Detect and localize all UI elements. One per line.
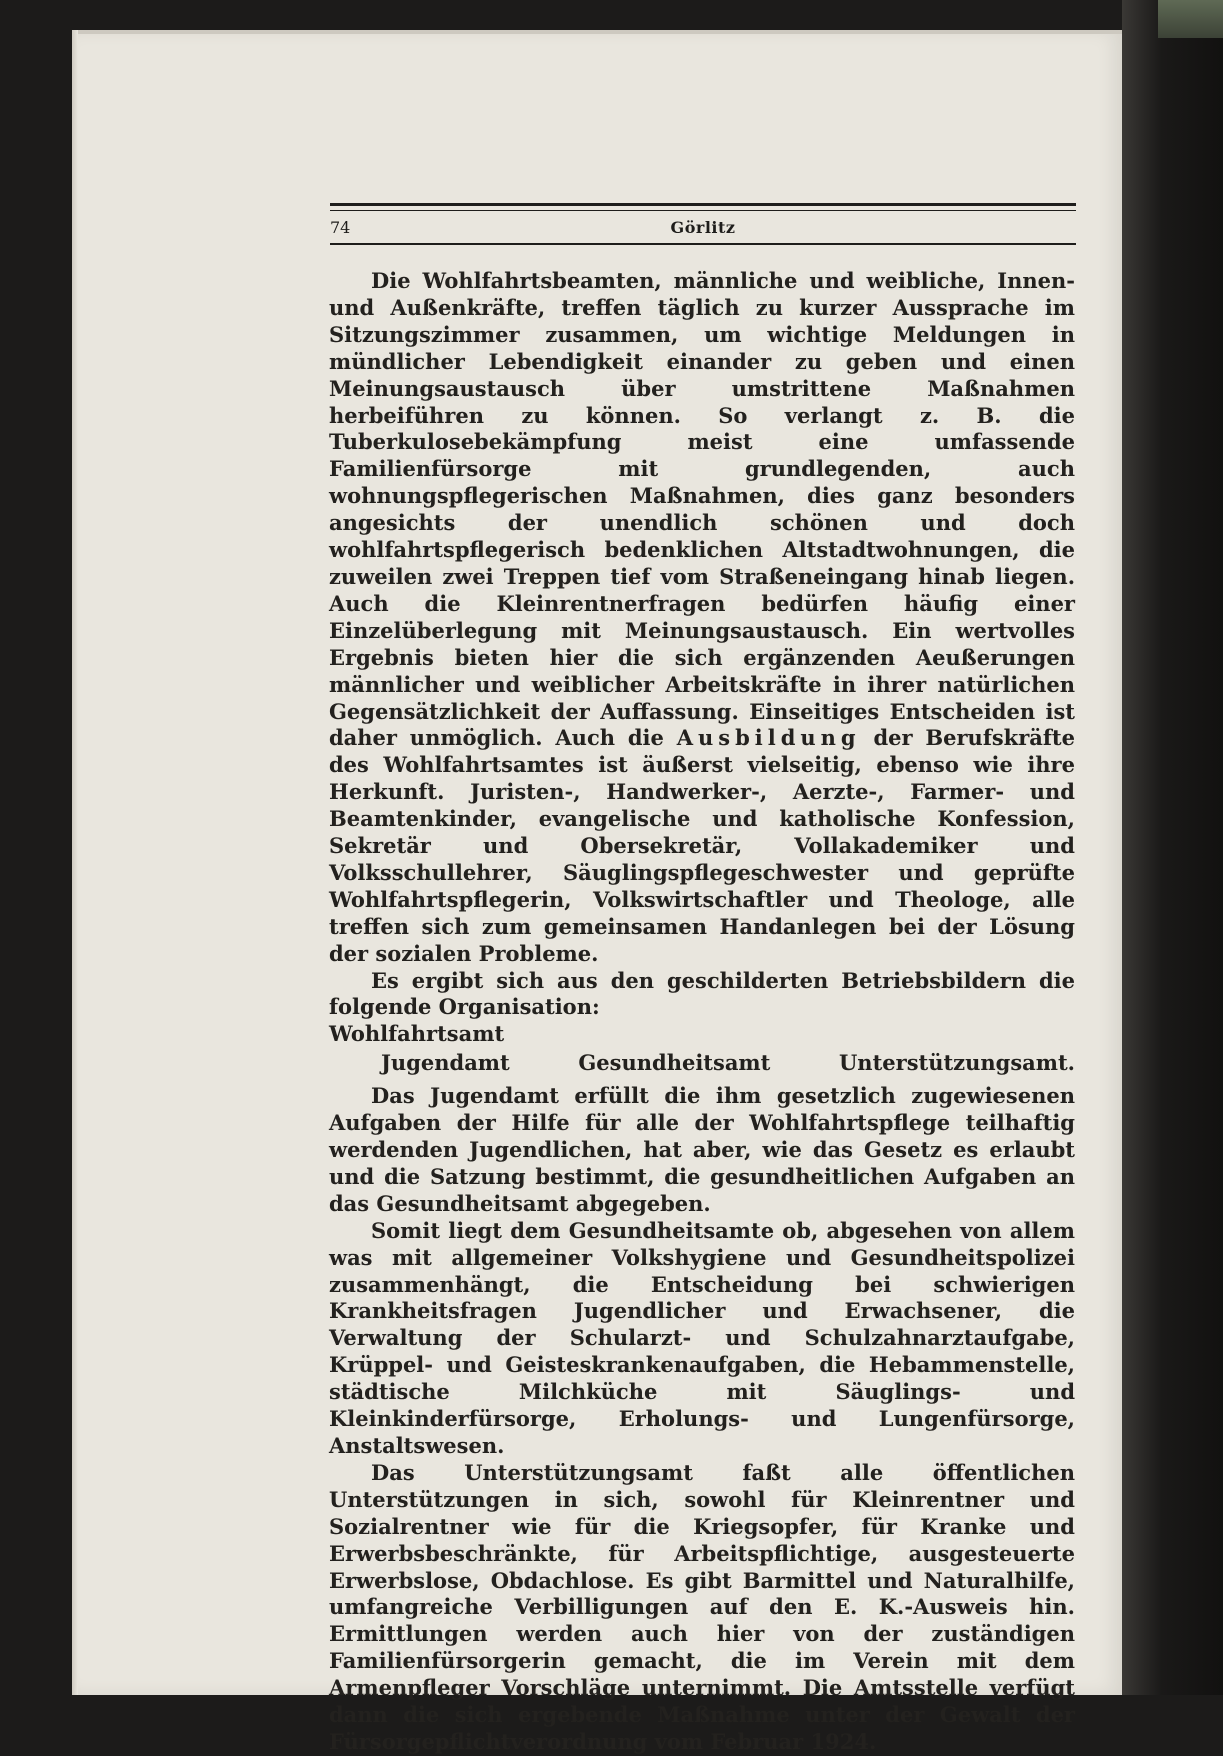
org-chart-middle: Gesundheitsamt <box>578 1050 771 1076</box>
page-left-edge <box>72 30 78 1695</box>
paragraph-3: Das Jugendamt erfüllt die ihm gesetzlich zugewiesenen Aufgaben der Hilfe für alle der Wohlfahrtspflege teilhaftig werdenden Jugendlichen, hat aber, wie das Gesetz es erlaubt und die Satzung bestimmt, die gesundheitlichen Aufgaben an das Gesundheitsamt abgegeben. <box>329 1083 1075 1216</box>
paragraph-1 <box>329 268 1075 968</box>
paragraph-1-spaced-word: Ausbildung <box>676 725 861 751</box>
header-rule-bottom <box>330 243 1076 245</box>
page-number: 74 <box>330 218 351 237</box>
org-chart-row <box>329 1050 1075 1077</box>
org-chart-top: Wohlfahrtsamt <box>329 1021 505 1047</box>
paragraph-1-continuation: der Berufskräfte des Wohlfahrtsamtes ist äußerst vielseitig, ebenso wie ihre Herkunft. Juristen-, Handwerker-, Aerzte-, Farmer- und Beamtenkinder, evangelische und katholische Konfession, Sekretär und Obersekretär, Vollakademiker und Volksschullehrer, Säuglingspflegeschwester und geprüfte Wohlfahrtspflegerin, Volkswirtschaftler und Theologe, alle treffen sich zum gemeinsamen Handanlegen bei der Lösung der sozialen Probleme. <box>329 725 1075 966</box>
running-head: Görlitz <box>670 218 736 237</box>
book-spine <box>1122 0 1223 1695</box>
paragraph-5: Das Unterstützungsamt faßt alle öffentlichen Unterstützungen in sich, sowohl für Kleinrentner und Sozialrentner wie für die Kriegsopfer, für Kranke und Erwerbsbeschränkte, für Arbeitspflichtige, ausgesteuerte Erwerbslose, Obdachlose. Es gibt Barmittel und Naturalhilfe, umfangreiche Verbilligungen auf den E. K.-Ausweis hin. Ermittlungen werden auch hier von der zuständigen Familienfürsorgerin gemacht, die im Verein mit dem Armenpfleger Vorschläge unternimmt. Die Amtsstelle verfügt dann die sich ergebende Maßnahme unter der Gewalt der Fürsorgepflichtverordnung vom Februar 1924. <box>329 1459 1075 1754</box>
header-rule-thick <box>330 203 1076 206</box>
org-chart-right: Unterstützungsamt. <box>838 1050 1075 1076</box>
paragraph-2: Es ergibt sich aus den geschilderten Betriebsbildern die folgende Organisation: <box>329 967 1075 1020</box>
bookmark-tab <box>1158 0 1223 38</box>
body-text <box>329 268 1075 1756</box>
page-header <box>330 203 1076 247</box>
paragraph-1-text: Die Wohlfahrtsbeamten, männliche und weibliche, Innen- und Außenkräfte, treffen täglich zu kurzer Aussprache im Sitzungszimmer zusammen, um wichtige Meldungen in mündlicher Lebendigkeit einander zu geben und einen Meinungsaustausch über umstrittene Maßnahmen herbeiführen zu können. So verlangt z. B. die Tuberkulosebekämpfung meist eine umfassende Familienfürsorge mit grundlegenden, auch wohnungspflegerischen Maßnahmen, dies ganz besonders angesichts der unendlich schönen und doch wohlfahrtspflegerisch bedenklichen Altstadtwohnungen, die zuweilen zwei Treppen tief vom Straßeneingang hinab liegen. Auch die Kleinrentnerfragen bedürfen häufig einer Einzelüberlegung mit Meinungsaustausch. Ein wertvolles Ergebnis bieten hier die sich ergänzenden Aeußerungen männlicher und weiblicher Arbeitskräfte in ihrer natürlichen Gegensätzlichkeit der Auffassung. Einseitiges Entscheiden ist daher unmöglich. Auch die <box>329 268 1075 751</box>
page-top-edge <box>72 30 1122 34</box>
org-chart-left: Jugendamt <box>381 1050 510 1076</box>
paragraph-4: Somit liegt dem Gesundheitsamte ob, abgesehen von allem was mit allgemeiner Volkshygiene und Gesundheitspolizei zusammenhängt, die Entscheidung bei schwierigen Krankheitsfragen Jugendlicher und Erwachsener, die Verwaltung der Schularzt- und Schulzahnarztaufgabe, Krüppel- und Geisteskrankenaufgaben, die Hebammenstelle, städtische Milchküche mit Säuglings- und Kleinkinderfürsorge, Erholungs- und Lungenfürsorge, Anstaltswesen. <box>329 1217 1075 1458</box>
header-rule-thin <box>330 210 1076 211</box>
